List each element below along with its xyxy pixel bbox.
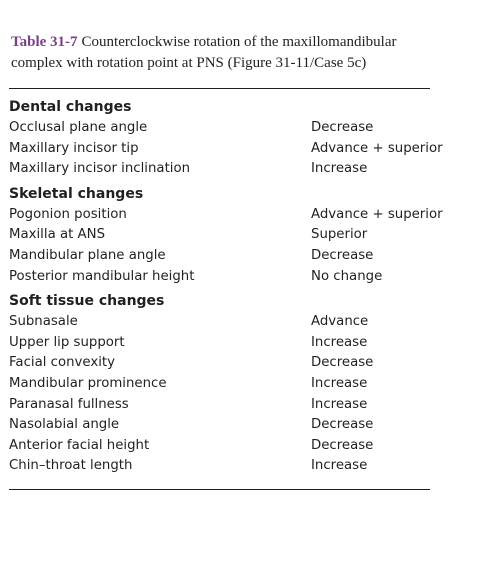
change-cell: Advance (311, 314, 369, 330)
table-row (9, 353, 449, 374)
change-cell: Advance + superior (311, 206, 443, 222)
parameter-cell: Paranasal fullness (9, 396, 129, 412)
change-cell: Increase (311, 334, 368, 350)
parameter-cell: Facial convexity (9, 355, 115, 371)
parameter-cell: Maxillary incisor tip (9, 140, 139, 156)
table-row (9, 395, 449, 416)
table-row (9, 159, 449, 180)
table-row (9, 139, 449, 160)
change-cell: Decrease (311, 417, 374, 433)
parameter-cell: Mandibular plane angle (9, 247, 166, 263)
section-soft-tissue (9, 291, 449, 477)
table-row (9, 374, 449, 395)
parameter-cell: Subnasale (9, 314, 78, 330)
change-cell: Decrease (311, 120, 374, 135)
parameter-cell: Pogonion position (9, 206, 127, 222)
parameter-cell: Maxilla at ANS (9, 227, 106, 243)
change-cell: Decrease (311, 437, 374, 453)
table-top-rule (9, 88, 430, 89)
parameter-cell: Maxillary incisor inclination (9, 161, 191, 177)
change-cell: Increase (311, 396, 368, 412)
section-skeletal (9, 184, 449, 287)
change-cell: No change (311, 268, 383, 284)
section-heading: Skeletal changes (9, 185, 144, 202)
changes-table (9, 97, 449, 481)
table-row (9, 333, 449, 354)
change-cell: Advance + superior (311, 140, 443, 156)
section-heading: Soft tissue changes (9, 293, 165, 310)
parameter-cell: Anterior facial height (9, 437, 150, 453)
change-cell: Superior (311, 227, 368, 243)
parameter-cell: Occlusal plane angle (9, 120, 148, 135)
parameter-cell: Nasolabial angle (9, 417, 120, 433)
section-dental (9, 97, 449, 180)
table-row (9, 456, 449, 477)
table-row (9, 267, 449, 288)
table-row (9, 246, 449, 267)
table-row (9, 436, 449, 457)
table-label: Table 31-7 (11, 34, 78, 50)
change-cell: Decrease (311, 355, 374, 371)
table-caption (11, 32, 431, 74)
parameter-cell: Posterior mandibular height (9, 268, 195, 284)
table-row (9, 118, 449, 139)
change-cell: Increase (311, 375, 368, 391)
change-cell: Decrease (311, 247, 374, 263)
section-heading: Dental changes (9, 99, 132, 115)
parameter-cell: Chin–throat length (9, 458, 133, 474)
table-caption-text: Counterclockwise rotation of the maxillomandibular complex with rotation point at PNS (Figure 31-11/Case 5c) (11, 34, 397, 71)
parameter-cell: Upper lip support (9, 334, 125, 350)
parameter-cell: Mandibular prominence (9, 375, 167, 391)
table-row (9, 225, 449, 246)
change-cell: Increase (311, 161, 368, 177)
table-row (9, 312, 449, 333)
table-row (9, 205, 449, 226)
table-row (9, 415, 449, 436)
change-cell: Increase (311, 458, 368, 474)
table-bottom-rule (9, 489, 430, 490)
